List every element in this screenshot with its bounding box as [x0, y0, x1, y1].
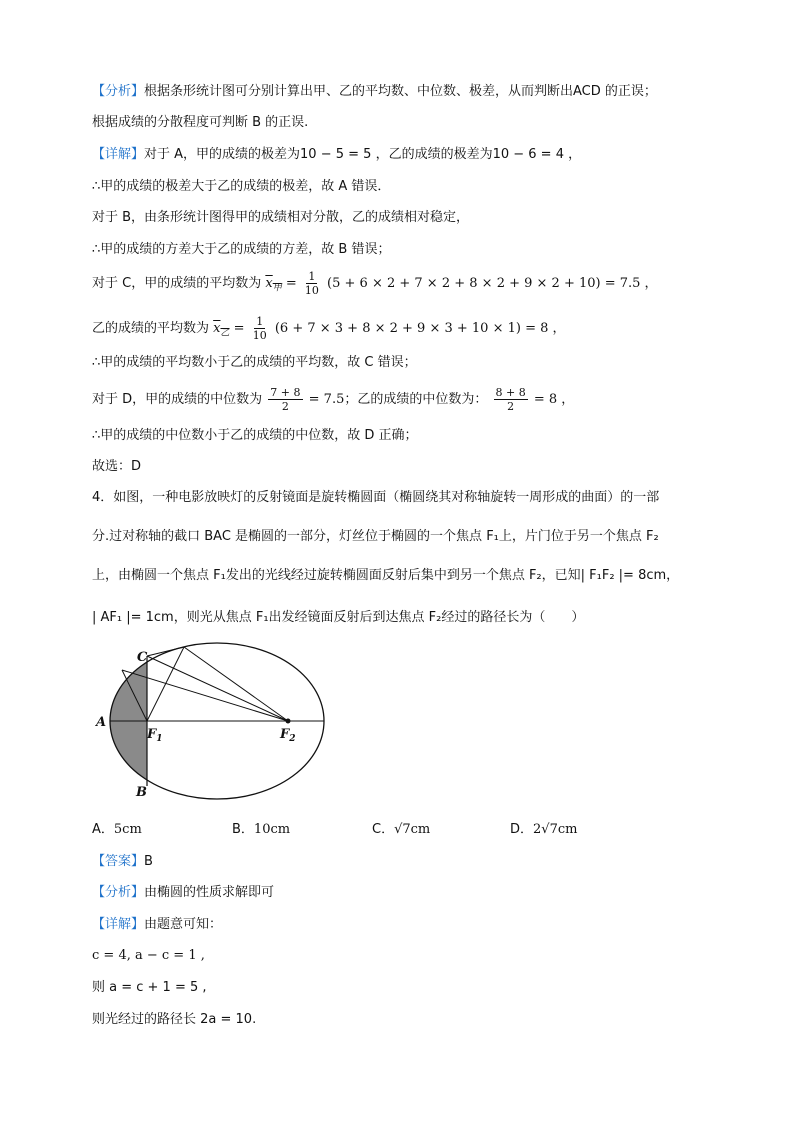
- analysis-line-1: [92, 82, 657, 102]
- text: 对于 D，甲的成绩的中位数为: [92, 392, 263, 407]
- reflected-ray: [184, 647, 288, 721]
- fraction: $\frac{7 + 8}{2}$: [270, 386, 301, 413]
- analysis-text: 根据成绩的分散程度可判断 B 的正误.: [92, 115, 309, 130]
- answer-text: B: [144, 854, 153, 869]
- label-f2: $F_2$: [280, 727, 296, 744]
- detail-tag: 【详解】: [92, 147, 145, 162]
- detail2-line-2: 则 a = c + 1 = 5 ,: [92, 980, 207, 995]
- choice-b[interactable]: B．10cm: [232, 822, 291, 837]
- ellipse-diagram: [92, 640, 332, 800]
- text: = 8 ，: [533, 392, 575, 407]
- detail-line-2: ∴甲的成绩的极差大于乙的成绩的极差，故 A 错误．: [92, 179, 391, 194]
- expression: (5 + 6 × 2 + 7 × 2 + 8 × 2 + 9 × 2 + 10) = 7.5 ，: [327, 276, 658, 291]
- detail-line-5: 对于 C，甲的成绩的平均数为 $x_甲$ = $\frac{1}{10}$ (5 + 6 × 2 + 7 × 2 + 8 × 2 + 9 × 2 + 10) = 7.5 ，: [92, 270, 658, 297]
- detail-line-1: [92, 145, 581, 165]
- detail-line-3: 对于 B，由条形统计图得甲的成绩相对分散，乙的成绩相对稳定，: [92, 210, 470, 225]
- analysis-line-2: [92, 113, 308, 133]
- mean-symbol: $x_甲$: [265, 276, 282, 294]
- choice-a[interactable]: A．5cm: [92, 822, 142, 837]
- expression: (6 + 7 × 3 + 8 × 2 + 9 × 3 + 10 × 1) = 8 ，: [274, 321, 566, 336]
- question-line-4: | AF₁ |= 1cm，则光从焦点 F₁出发经镜面反射后到达焦点 F₂经过的路径长为（ ）: [92, 610, 585, 625]
- label-a: A: [96, 715, 107, 730]
- detail-tag: 【详解】: [92, 917, 145, 932]
- analysis-text: 由椭圆的性质求解即可: [144, 885, 275, 900]
- detail-text: 由题意可知：: [144, 917, 223, 932]
- detail-text: 对于 A，甲的成绩的极差为10 − 5 = 5 ，乙的成绩的极差为10 − 6 = 4 ，: [144, 147, 582, 162]
- detail-line-9: ∴甲的成绩的中位数小于乙的成绩的中位数，故 D 正确；: [92, 428, 418, 443]
- label-f1: $F_1$: [147, 727, 163, 744]
- question-line-3: 上，由椭圆一个焦点 F₁发出的光线经过旋转椭圆面反射后集中到另一个焦点 F₂，已知| F₁F₂ |= 8cm，: [92, 568, 680, 583]
- answer-tag: 【答案】: [92, 854, 145, 869]
- detail-line-10: 故选：D: [92, 459, 142, 474]
- question-line-1: 4．如图，一种电影放映灯的反射镜面是旋转椭圆面（椭圆绕其对称轴旋转一周形成的曲面）的一部: [92, 490, 660, 505]
- text: 对于 C，甲的成绩的平均数为: [92, 276, 262, 291]
- text: = 7.5；乙的成绩的中位数为：: [308, 392, 488, 407]
- choice-d[interactable]: D．2√7cm: [510, 822, 578, 837]
- analysis2-line: [92, 883, 274, 903]
- fraction: $\frac{1}{10}$: [304, 270, 319, 297]
- detail-line-4: ∴甲的成绩的方差大于乙的成绩的方差，故 B 错误；: [92, 242, 391, 257]
- detail2-line-3: 则光经过的路径长 2a = 10.: [92, 1012, 257, 1027]
- label-c: C: [137, 650, 148, 665]
- label-b: B: [136, 785, 147, 800]
- choice-c[interactable]: C．√7cm: [372, 822, 431, 837]
- analysis-tag: 【分析】: [92, 885, 145, 900]
- fraction: $\frac{1}{10}$: [252, 315, 267, 342]
- analysis-tag: 【分析】: [92, 84, 145, 99]
- text: 乙的成绩的平均数为: [92, 321, 210, 336]
- focus-f2-point: [286, 719, 291, 724]
- detail-line-6: 乙的成绩的平均数为 $x_乙$ = $\frac{1}{10}$ (6 + 7 × 3 + 8 × 2 + 9 × 3 + 10 × 1) = 8 ，: [92, 315, 566, 342]
- detail-line-8: [92, 386, 574, 413]
- answer-line: [92, 852, 153, 872]
- detail2-line: [92, 915, 222, 935]
- fraction: $\frac{8 + 8}{2}$: [495, 386, 526, 413]
- question-line-2: 分.过对称轴的截口 BAC 是椭圆的一部分，灯丝位于椭圆的一个焦点 F₁上，片门位于另一个焦点 F₂: [92, 529, 659, 544]
- detail-line-7: ∴甲的成绩的平均数小于乙的成绩的平均数，故 C 错误；: [92, 355, 417, 370]
- detail2-line-1: c = 4, a − c = 1 ,: [92, 948, 205, 963]
- mean-symbol: $x_乙$: [213, 321, 230, 339]
- analysis-text: 根据条形统计图可分别计算出甲、乙的平均数、中位数、极差，从而判断出ACD 的正误；: [144, 84, 657, 99]
- reflected-ray: [147, 656, 288, 721]
